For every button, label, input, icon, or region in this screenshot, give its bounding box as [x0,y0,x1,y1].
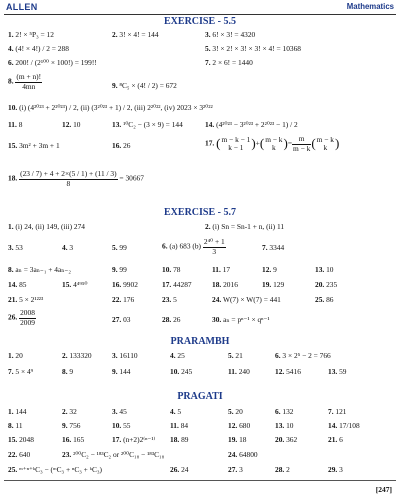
answer-item: 2. (i) Sn = Sn-1 + n, (ii) 11 [205,222,285,231]
page-header [0,0,400,14]
answer-item: 21. 6 [328,435,343,444]
answer-item: 10. 78 [162,265,181,274]
answer-item: 1. 20 [8,351,23,360]
answer-item: 1. 2! × ⁵P₃ = 12 [8,30,54,39]
answer-item: 23. ²⁰⁰C₂ − ¹⁸³C₂ or ²⁰⁰C₁₈ − ¹⁸³C₁₈ [62,450,165,459]
answer-item: 13. 10 [315,265,334,274]
answer-item: 11. 8 [8,120,23,129]
answer-item: 16. 165 [62,435,85,444]
answer-item: 17. ( m − k − 1 k − 1 )+( m − k k )= $\frac{m}{m - k}$ ( m − k k ) [205,134,340,153]
answer-item: 20. 235 [315,280,338,289]
answer-item: 28. 26 [162,315,181,324]
answer-item: 5. 21 [228,351,243,360]
section-title-pragati: PRAGATI [177,391,223,402]
answer-item: 15. 3m² + 3m + 1 [8,141,60,150]
page-number: [247] [375,485,392,494]
answer-item: 9. 144 [112,367,131,376]
answer-item: 4. 3 [62,243,74,252]
answer-item: 6. 3 × 2⁵ − 2 = 766 [275,351,331,360]
answer-item: 12. 10 [62,120,81,129]
answer-item: 11. 240 [228,367,250,376]
fraction: $\frac{(23 / 7) + 4 + 2\times(5 / 1) + (11 / 3)}{8}$ [20,169,117,188]
fraction: $\frac{2008}{2009}$ [20,308,35,327]
answer-item: 18. 89 [170,435,189,444]
answer-item: 5. 99 [112,243,127,252]
answer-item: 10. 55 [112,421,131,430]
answer-item: 17. 44287 [162,280,192,289]
footer-divider [4,480,396,481]
answer-item: 8. 9 [62,367,74,376]
answer-item: 5. 20 [228,407,243,416]
answer-item: 27. 03 [112,315,131,324]
section-title-exercise-5-5: EXERCISE - 5.5 [164,16,236,27]
answer-item: 13. 10 [275,421,294,430]
subject-title: Mathematics [346,2,394,11]
answer-item: 19. 18 [228,435,247,444]
answer-item: 4. 5 [170,407,182,416]
answer-item: 11. 84 [170,421,189,430]
answer-item: 26. 24 [170,465,189,474]
answer-item: 19. 129 [262,280,285,289]
answer-item: 16. 9902 [112,280,138,289]
answer-item: 7. 5 × 4⁹ [8,367,34,376]
answer-item: 14. (4²⁰²³ − 3²⁰²³ + 2²⁰²³ − 1) / 2 [205,120,298,129]
answer-item: 6. 200! / (2¹⁰⁰ × 100!) = 199!! [8,58,97,67]
fraction: $\frac{\text{2⁴⁰ + 1}}{3}$ [203,237,225,256]
answer-item: 24. W(7) × W(7) = 441 [212,295,281,304]
answer-item: 7. 121 [328,407,347,416]
fraction: $\frac{(m + n)!}{4mn}$ [16,72,42,91]
answer-item: 1. (i) 24, (ii) 149, (iii) 274 [8,222,85,231]
answer-item: 3. 53 [8,243,23,252]
answer-item: 17. (n+2)2⁽ⁿ⁻¹⁾ [112,435,156,444]
brand-logo: ALLEN [6,2,38,12]
answer-item: 2. 32 [62,407,77,416]
answer-item: 8. 11 [8,421,23,430]
answer-item: 25. ᵐ⁺ⁿ⁺ᵏC₃ − (ᵐC₃ + ⁿC₃ + ᵏC₃) [8,465,102,474]
answer-item: 3. 6! × 3! = 4320 [205,30,256,39]
answer-item: 9. 99 [112,265,127,274]
answer-item: 12. 9 [262,265,277,274]
answer-item: 20. 362 [275,435,298,444]
answer-item: 14. 85 [8,280,27,289]
answer-item: 22. 176 [112,295,135,304]
answer-item: 27. 3 [228,465,243,474]
answer-item: 12. 680 [228,421,251,430]
answer-item: 6. 132 [275,407,294,416]
answer-item: 4. 25 [170,351,185,360]
answer-item: 1. 144 [8,407,27,416]
answer-item: 18. $\frac{(23 / 7) + 4 + 2\times(5 / 1) + (11 / 3)}{8}$ = 30667 [8,169,144,188]
answer-item: 3. 45 [112,407,127,416]
answer-item: 25. 86 [315,295,334,304]
answer-item: 9. ⁸C₅ × (4! / 2) = 672 [112,81,177,90]
answer-item: 15. 2048 [8,435,34,444]
answer-item: 8. $\frac{(m + n)!}{4mn}$ [8,72,42,91]
answer-item: 18. 2016 [212,280,238,289]
answer-item: 13. 59 [328,367,347,376]
answer-item: 21. 5 × 2¹²²³ [8,295,44,304]
answer-item: 2. 133320 [62,351,92,360]
answer-item: 15. 4⁴⁹⁵⁰ [62,280,88,289]
answer-item: 10. (i) (4²⁰²³ + 2²⁰²³) / 2, (ii) (3²⁰²³ + 1) / 2, (iii) 2²⁰²², (iv) 2023 × 3²⁰²² [8,103,213,112]
answer-item: 6. (a) 683 (b) $\frac{\text{2⁴⁰ + 1}}{3}$ [162,237,225,256]
answer-item: 4. (4! × 4!) / 2 = 288 [8,44,69,53]
answer-item: 8. aₙ = 3aₙ₋₁ + 4aₙ₋₂ [8,265,71,274]
answer-item: 2. 3! × 4! = 144 [112,30,159,39]
answer-item: 14. 17/108 [328,421,360,430]
answer-item: 30. aₙ = pⁿ⁻¹ × qⁿ⁻¹ [212,315,270,324]
answer-item: 29. 3 [328,465,343,474]
answer-item: 16. 26 [112,141,131,150]
answer-item: 9. 756 [62,421,81,430]
section-title-exercise-5-7: EXERCISE - 5.7 [164,207,236,218]
answer-item: 7. 2 × 6! = 1440 [205,58,253,67]
answer-item: 23. 5 [162,295,177,304]
section-title-prarambh: PRARAMBH [170,336,230,347]
answer-item: 26. $\frac{2008}{2009}$ [8,308,35,327]
answer-item: 7. 3344 [262,243,285,252]
answer-item: 12. 5416 [275,367,301,376]
answer-item: 3. 16110 [112,351,138,360]
answer-item: 24. 64800 [228,450,258,459]
answer-item: 28. 2 [275,465,290,474]
answer-item: 10. 245 [170,367,193,376]
answer-item: 13. ¹⁰C₂ − (3 × 9) = 144 [112,120,183,129]
answer-item: 22. 640 [8,450,31,459]
answer-item: 11. 17 [212,265,231,274]
header-divider [4,14,396,15]
answer-item: 5. 3! × 2! × 3! × 3! × 4! = 10368 [205,44,301,53]
